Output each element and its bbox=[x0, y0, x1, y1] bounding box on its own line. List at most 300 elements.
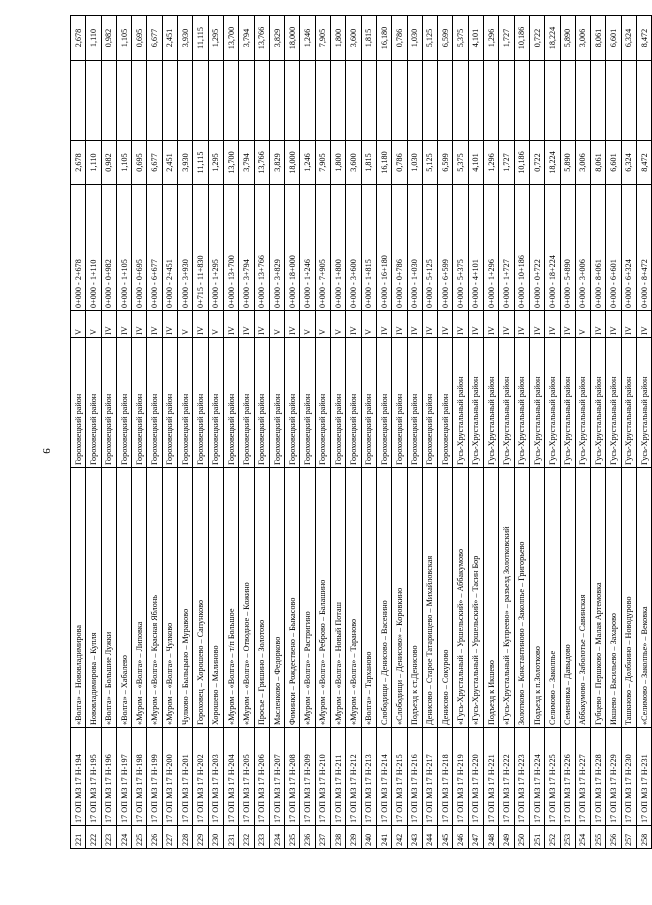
road-name-cell: Денисово – Старое Татарищево – Михайловская bbox=[422, 468, 437, 728]
total-length-cell: 10,186 bbox=[514, 16, 529, 61]
length-cell: 18,000 bbox=[285, 141, 300, 185]
km-range-cell: 0+000 - 1+727 bbox=[499, 185, 514, 311]
total-length-cell: 6,601 bbox=[606, 16, 621, 61]
table-row bbox=[361, 16, 376, 849]
category-cell: IV bbox=[560, 311, 575, 338]
km-range-cell: 0+000 - 2+678 bbox=[71, 185, 86, 311]
district-cell: Гусь-Хрустальный район bbox=[484, 338, 499, 468]
total-length-cell: 5,125 bbox=[422, 16, 437, 61]
empty-cell bbox=[147, 61, 162, 141]
road-code-cell: 17 ОП МЗ 17 Н-214 bbox=[376, 728, 391, 826]
row-number-cell: 234 bbox=[269, 826, 284, 849]
total-length-cell: 1,295 bbox=[208, 16, 223, 61]
row-number-cell: 245 bbox=[438, 826, 453, 849]
category-cell: IV bbox=[529, 311, 544, 338]
empty-cell bbox=[392, 61, 407, 141]
row-number-cell: 235 bbox=[285, 826, 300, 849]
road-code-cell: 17 ОП МЗ 17 Н-210 bbox=[315, 728, 330, 826]
total-length-cell: 1,815 bbox=[361, 16, 376, 61]
road-code-cell: 17 ОП МЗ 17 Н-198 bbox=[132, 728, 147, 826]
length-cell: 2,451 bbox=[162, 141, 177, 185]
km-range-cell: 0+000 - 1+030 bbox=[407, 185, 422, 311]
length-cell: 1,110 bbox=[86, 141, 101, 185]
road-name-cell: «Волга» – Хабалево bbox=[116, 468, 131, 728]
road-name-cell: Подъезд к п.Золотково bbox=[529, 468, 544, 728]
district-cell: Гороховецкий район bbox=[132, 338, 147, 468]
category-cell: IV bbox=[422, 311, 437, 338]
district-cell: Гусь-Хрустальный район bbox=[621, 338, 636, 468]
road-name-cell: «Муром – «Волга» – Отводное – Кожино bbox=[239, 468, 254, 728]
district-cell: Гороховецкий район bbox=[116, 338, 131, 468]
empty-cell bbox=[269, 61, 284, 141]
empty-cell bbox=[376, 61, 391, 141]
length-cell: 10,186 bbox=[514, 141, 529, 185]
row-number-cell: 227 bbox=[162, 826, 177, 849]
length-cell: 2,678 bbox=[71, 141, 86, 185]
road-code-cell: 17 ОП МЗ 17 Н-229 bbox=[606, 728, 621, 826]
empty-cell bbox=[468, 61, 483, 141]
row-number-cell: 256 bbox=[606, 826, 621, 849]
road-code-cell: 17 ОП МЗ 17 Н-230 bbox=[621, 728, 636, 826]
district-cell: Гороховецкий район bbox=[223, 338, 238, 468]
table-row bbox=[545, 16, 560, 849]
district-cell: Гороховецкий район bbox=[254, 338, 269, 468]
table-row bbox=[376, 16, 391, 849]
category-cell: V bbox=[178, 311, 193, 338]
road-name-cell: Икшево – Васильево – Захарово bbox=[606, 468, 621, 728]
road-name-cell: «Гусь-Хрустальный – Купреево» – разъезд Золотковский bbox=[499, 468, 514, 728]
km-range-cell: 0+715 - 11+830 bbox=[193, 185, 208, 311]
rotated-page bbox=[70, 26, 649, 849]
road-name-cell: Губцево – Першково – Малая Артемовка bbox=[591, 468, 606, 728]
category-cell: IV bbox=[254, 311, 269, 338]
category-cell: V bbox=[575, 311, 590, 338]
district-cell: Гороховецкий район bbox=[285, 338, 300, 468]
empty-cell bbox=[438, 61, 453, 141]
km-range-cell: 0+000 - 6+324 bbox=[621, 185, 636, 311]
km-range-cell: 0+000 - 0+695 bbox=[132, 185, 147, 311]
category-cell: IV bbox=[499, 311, 514, 338]
length-cell: 0,982 bbox=[101, 141, 116, 185]
district-cell: Гусь-Хрустальный район bbox=[545, 338, 560, 468]
length-cell: 4,101 bbox=[468, 141, 483, 185]
length-cell: 16,180 bbox=[376, 141, 391, 185]
table-row bbox=[315, 16, 330, 849]
table-row bbox=[636, 16, 651, 849]
district-cell: Гороховецкий район bbox=[239, 338, 254, 468]
table-row bbox=[285, 16, 300, 849]
empty-cell bbox=[101, 61, 116, 141]
km-range-cell: 0+000 - 2+451 bbox=[162, 185, 177, 311]
road-code-cell: 17 ОП МЗ 17 Н-216 bbox=[407, 728, 422, 826]
road-name-cell: «Муром – «Волга» – Тараново bbox=[346, 468, 361, 728]
km-range-cell: 0+000 - 18+000 bbox=[285, 185, 300, 311]
total-length-cell: 2,451 bbox=[162, 16, 177, 61]
district-cell: Гусь-Хрустальный район bbox=[606, 338, 621, 468]
total-length-cell: 0,786 bbox=[392, 16, 407, 61]
total-length-cell: 2,678 bbox=[71, 16, 86, 61]
row-number-cell: 248 bbox=[484, 826, 499, 849]
total-length-cell: 5,890 bbox=[560, 16, 575, 61]
row-number-cell: 233 bbox=[254, 826, 269, 849]
length-cell: 6,599 bbox=[438, 141, 453, 185]
empty-cell bbox=[606, 61, 621, 141]
km-range-cell: 0+000 - 0+722 bbox=[529, 185, 544, 311]
road-name-cell: Денисово – Сокурово bbox=[438, 468, 453, 728]
table-row bbox=[453, 16, 468, 849]
district-cell: Гусь-Хрустальный район bbox=[636, 338, 651, 468]
empty-cell bbox=[499, 61, 514, 141]
district-cell: Гороховецкий район bbox=[315, 338, 330, 468]
length-cell: 3,930 bbox=[178, 141, 193, 185]
length-cell: 1,295 bbox=[208, 141, 223, 185]
row-number-cell: 242 bbox=[392, 826, 407, 849]
road-code-cell: 17 ОП МЗ 17 Н-206 bbox=[254, 728, 269, 826]
km-range-cell: 0+000 - 3+006 bbox=[575, 185, 590, 311]
table-row bbox=[178, 16, 193, 849]
district-cell: Гороховецкий район bbox=[147, 338, 162, 468]
road-code-cell: 17 ОП МЗ 17 Н-226 bbox=[560, 728, 575, 826]
length-cell: 8,061 bbox=[591, 141, 606, 185]
total-length-cell: 1,296 bbox=[484, 16, 499, 61]
district-cell: Гусь-Хрустальный район bbox=[560, 338, 575, 468]
total-length-cell: 1,246 bbox=[300, 16, 315, 61]
road-name-cell: «Волга» – Нововладимирова bbox=[71, 468, 86, 728]
category-cell: IV bbox=[239, 311, 254, 338]
road-code-cell: 17 ОП МЗ 17 Н-197 bbox=[116, 728, 131, 826]
category-cell: V bbox=[300, 311, 315, 338]
road-code-cell: 17 ОП МЗ 17 Н-219 bbox=[453, 728, 468, 826]
road-code-cell: 17 ОП МЗ 17 Н-213 bbox=[361, 728, 376, 826]
road-code-cell: 17 ОП МЗ 17 Н-208 bbox=[285, 728, 300, 826]
category-cell: IV bbox=[116, 311, 131, 338]
length-cell: 6,677 bbox=[147, 141, 162, 185]
row-number-cell: 223 bbox=[101, 826, 116, 849]
district-cell: Гусь-Хрустальный район bbox=[575, 338, 590, 468]
category-cell: IV bbox=[346, 311, 361, 338]
table-row bbox=[239, 16, 254, 849]
length-cell: 1,246 bbox=[300, 141, 315, 185]
district-cell: Гусь-Хрустальный район bbox=[591, 338, 606, 468]
road-name-cell: Масленково – Федорково bbox=[269, 468, 284, 728]
row-number-cell: 258 bbox=[636, 826, 651, 849]
road-code-cell: 17 ОП МЗ 17 Н-225 bbox=[545, 728, 560, 826]
empty-cell bbox=[575, 61, 590, 141]
district-cell: Гусь-Хрустальный район bbox=[453, 338, 468, 468]
road-name-cell: «Волга» – Большие Лужки bbox=[101, 468, 116, 728]
row-number-cell: 254 bbox=[575, 826, 590, 849]
row-number-cell: 250 bbox=[514, 826, 529, 849]
row-number-cell: 224 bbox=[116, 826, 131, 849]
total-length-cell: 1,110 bbox=[86, 16, 101, 61]
empty-cell bbox=[193, 61, 208, 141]
length-cell: 3,829 bbox=[269, 141, 284, 185]
table-row bbox=[422, 16, 437, 849]
length-cell: 6,324 bbox=[621, 141, 636, 185]
district-cell: Гороховецкий район bbox=[392, 338, 407, 468]
road-code-cell: 17 ОП МЗ 17 Н-215 bbox=[392, 728, 407, 826]
road-code-cell: 17 ОП МЗ 17 Н-199 bbox=[147, 728, 162, 826]
km-range-cell: 0+000 - 0+982 bbox=[101, 185, 116, 311]
km-range-cell: 0+000 - 6+599 bbox=[438, 185, 453, 311]
length-cell: 3,794 bbox=[239, 141, 254, 185]
length-cell: 1,815 bbox=[361, 141, 376, 185]
road-name-cell: «Муром – «Волга» – Новый Поташ bbox=[331, 468, 346, 728]
table-row bbox=[591, 16, 606, 849]
empty-cell bbox=[116, 61, 131, 141]
total-length-cell: 5,375 bbox=[453, 16, 468, 61]
district-cell: Гусь-Хрустальный район bbox=[529, 338, 544, 468]
table-row bbox=[254, 16, 269, 849]
category-cell: V bbox=[269, 311, 284, 338]
table-row bbox=[86, 16, 101, 849]
table-row bbox=[575, 16, 590, 849]
district-cell: Гороховецкий район bbox=[438, 338, 453, 468]
empty-cell bbox=[514, 61, 529, 141]
length-cell: 11,115 bbox=[193, 141, 208, 185]
road-name-cell: «Муром – «Волга» – Реброво – Балашино bbox=[315, 468, 330, 728]
length-cell: 18,224 bbox=[545, 141, 560, 185]
table-row bbox=[621, 16, 636, 849]
row-number-cell: 230 bbox=[208, 826, 223, 849]
km-range-cell: 0+000 - 1+800 bbox=[331, 185, 346, 311]
empty-cell bbox=[636, 61, 651, 141]
km-range-cell: 0+000 - 16+180 bbox=[376, 185, 391, 311]
empty-cell bbox=[208, 61, 223, 141]
total-length-cell: 1,800 bbox=[331, 16, 346, 61]
row-number-cell: 239 bbox=[346, 826, 361, 849]
district-cell: Гороховецкий район bbox=[71, 338, 86, 468]
category-cell: IV bbox=[545, 311, 560, 338]
total-length-cell: 3,930 bbox=[178, 16, 193, 61]
km-range-cell: 0+000 - 6+677 bbox=[147, 185, 162, 311]
road-code-cell: 17 ОП МЗ 17 Н-218 bbox=[438, 728, 453, 826]
road-name-cell: «Гусь-Хрустальный – Уршельский» – Аббакумово bbox=[453, 468, 468, 728]
road-code-cell: 17 ОП МЗ 17 Н-222 bbox=[499, 728, 514, 826]
km-range-cell: 0+000 - 3+600 bbox=[346, 185, 361, 311]
district-cell: Гороховецкий район bbox=[361, 338, 376, 468]
road-name-cell: «Гусь-Хрустальный – Уршельский» – Тасин Бор bbox=[468, 468, 483, 728]
empty-cell bbox=[300, 61, 315, 141]
district-cell: Гороховецкий район bbox=[422, 338, 437, 468]
km-range-cell: 0+000 - 8+061 bbox=[591, 185, 606, 311]
empty-cell bbox=[346, 61, 361, 141]
row-number-cell: 238 bbox=[331, 826, 346, 849]
road-code-cell: 17 ОП МЗ 17 Н-223 bbox=[514, 728, 529, 826]
category-cell: IV bbox=[591, 311, 606, 338]
length-cell: 1,800 bbox=[331, 141, 346, 185]
road-code-cell: 17 ОП МЗ 17 Н-207 bbox=[269, 728, 284, 826]
table-row bbox=[606, 16, 621, 849]
total-length-cell: 18,000 bbox=[285, 16, 300, 61]
km-range-cell: 0+000 - 1+295 bbox=[208, 185, 223, 311]
empty-cell bbox=[621, 61, 636, 141]
km-range-cell: 0+000 - 8+472 bbox=[636, 185, 651, 311]
length-cell: 5,890 bbox=[560, 141, 575, 185]
total-length-cell: 8,472 bbox=[636, 16, 651, 61]
road-code-cell: 17 ОП МЗ 17 Н-194 bbox=[71, 728, 86, 826]
empty-cell bbox=[71, 61, 86, 141]
district-cell: Гусь-Хрустальный район bbox=[468, 338, 483, 468]
row-number-cell: 251 bbox=[529, 826, 544, 849]
table-row bbox=[514, 16, 529, 849]
length-cell: 13,766 bbox=[254, 141, 269, 185]
km-range-cell: 0+000 - 5+125 bbox=[422, 185, 437, 311]
length-cell: 3,600 bbox=[346, 141, 361, 185]
length-cell: 0,695 bbox=[132, 141, 147, 185]
road-code-cell: 17 ОП МЗ 17 Н-231 bbox=[636, 728, 651, 826]
district-cell: Гороховецкий район bbox=[407, 338, 422, 468]
road-code-cell: 17 ОП МЗ 17 Н-217 bbox=[422, 728, 437, 826]
length-cell: 1,727 bbox=[499, 141, 514, 185]
length-cell: 8,472 bbox=[636, 141, 651, 185]
row-number-cell: 240 bbox=[361, 826, 376, 849]
category-cell: IV bbox=[453, 311, 468, 338]
table-row bbox=[101, 16, 116, 849]
length-cell: 1,105 bbox=[116, 141, 131, 185]
row-number-cell: 225 bbox=[132, 826, 147, 849]
total-length-cell: 4,101 bbox=[468, 16, 483, 61]
empty-cell bbox=[285, 61, 300, 141]
road-name-cell: Подъезд к Икшево bbox=[484, 468, 499, 728]
total-length-cell: 18,224 bbox=[545, 16, 560, 61]
road-code-cell: 17 ОП МЗ 17 Н-196 bbox=[101, 728, 116, 826]
road-name-cell: Гороховец – Хорошево – Сапунково bbox=[193, 468, 208, 728]
road-code-cell: 17 ОП МЗ 17 Н-227 bbox=[575, 728, 590, 826]
empty-cell bbox=[254, 61, 269, 141]
km-range-cell: 0+000 - 1+246 bbox=[300, 185, 315, 311]
road-code-cell: 17 ОП МЗ 17 Н-195 bbox=[86, 728, 101, 826]
empty-cell bbox=[560, 61, 575, 141]
road-name-cell: «Муром – «Волга» – т/п Большое bbox=[223, 468, 238, 728]
road-name-cell: «Муром – «Волга» – Липовка bbox=[132, 468, 147, 728]
category-cell: IV bbox=[514, 311, 529, 338]
empty-cell bbox=[86, 61, 101, 141]
total-length-cell: 6,599 bbox=[438, 16, 453, 61]
road-code-cell: 17 ОП МЗ 17 Н-212 bbox=[346, 728, 361, 826]
total-length-cell: 1,727 bbox=[499, 16, 514, 61]
category-cell: IV bbox=[621, 311, 636, 338]
row-number-cell: 247 bbox=[468, 826, 483, 849]
length-cell: 6,601 bbox=[606, 141, 621, 185]
district-cell: Гусь-Хрустальный район bbox=[514, 338, 529, 468]
km-range-cell: 0+000 - 1+296 bbox=[484, 185, 499, 311]
row-number-cell: 249 bbox=[499, 826, 514, 849]
total-length-cell: 13,700 bbox=[223, 16, 238, 61]
page-number: 9 bbox=[39, 448, 52, 454]
total-length-cell: 0,695 bbox=[132, 16, 147, 61]
empty-cell bbox=[545, 61, 560, 141]
table-row bbox=[438, 16, 453, 849]
total-length-cell: 3,006 bbox=[575, 16, 590, 61]
category-cell: IV bbox=[223, 311, 238, 338]
row-number-cell: 228 bbox=[178, 826, 193, 849]
length-cell: 5,125 bbox=[422, 141, 437, 185]
km-range-cell: 0+000 - 3+829 bbox=[269, 185, 284, 311]
category-cell: IV bbox=[606, 311, 621, 338]
category-cell: V bbox=[331, 311, 346, 338]
table-row bbox=[132, 16, 147, 849]
road-code-cell: 17 ОП МЗ 17 Н-228 bbox=[591, 728, 606, 826]
total-length-cell: 6,324 bbox=[621, 16, 636, 61]
empty-cell bbox=[162, 61, 177, 141]
category-cell: IV bbox=[132, 311, 147, 338]
empty-cell bbox=[591, 61, 606, 141]
length-cell: 1,030 bbox=[407, 141, 422, 185]
road-code-cell: 17 ОП МЗ 17 Н-211 bbox=[331, 728, 346, 826]
row-number-cell: 236 bbox=[300, 826, 315, 849]
category-cell: V bbox=[315, 311, 330, 338]
road-name-cell: «Волга» – Тарханово bbox=[361, 468, 376, 728]
row-number-cell: 222 bbox=[86, 826, 101, 849]
road-name-cell: Аббакумово – Заболотье – Савинская bbox=[575, 468, 590, 728]
table-row bbox=[162, 16, 177, 849]
row-number-cell: 255 bbox=[591, 826, 606, 849]
district-cell: Гороховецкий район bbox=[193, 338, 208, 468]
row-number-cell: 257 bbox=[621, 826, 636, 849]
district-cell: Гороховецкий район bbox=[101, 338, 116, 468]
km-range-cell: 0+000 - 3+930 bbox=[178, 185, 193, 311]
row-number-cell: 231 bbox=[223, 826, 238, 849]
road-name-cell: Селимово – Заколпье bbox=[545, 468, 560, 728]
km-range-cell: 0+000 - 0+786 bbox=[392, 185, 407, 311]
road-name-cell: Просье – Гришино – Золотово bbox=[254, 468, 269, 728]
total-length-cell: 16,180 bbox=[376, 16, 391, 61]
empty-cell bbox=[407, 61, 422, 141]
road-name-cell: Семеновка – Давыдово bbox=[560, 468, 575, 728]
road-code-cell: 17 ОП МЗ 17 Н-224 bbox=[529, 728, 544, 826]
total-length-cell: 6,677 bbox=[147, 16, 162, 61]
category-cell: IV bbox=[484, 311, 499, 338]
table-row bbox=[468, 16, 483, 849]
row-number-cell: 229 bbox=[193, 826, 208, 849]
road-name-cell: Нововладимирова – Купля bbox=[86, 468, 101, 728]
table-row bbox=[484, 16, 499, 849]
category-cell: V bbox=[86, 311, 101, 338]
district-cell: Гороховецкий район bbox=[300, 338, 315, 468]
category-cell: V bbox=[361, 311, 376, 338]
row-number-cell: 237 bbox=[315, 826, 330, 849]
row-number-cell: 232 bbox=[239, 826, 254, 849]
road-name-cell: Подъезд к ст.Денисово bbox=[407, 468, 422, 728]
total-length-cell: 13,766 bbox=[254, 16, 269, 61]
road-name-cell: «Муром – «Волга» – Растригино bbox=[300, 468, 315, 728]
km-range-cell: 0+000 - 1+110 bbox=[86, 185, 101, 311]
category-cell: IV bbox=[101, 311, 116, 338]
table-row bbox=[346, 16, 361, 849]
empty-cell bbox=[361, 61, 376, 141]
empty-cell bbox=[132, 61, 147, 141]
table-row bbox=[529, 16, 544, 849]
road-name-cell: Хорошево – Малиново bbox=[208, 468, 223, 728]
table-row bbox=[269, 16, 284, 849]
road-name-cell: Ташкново – Долбнино – Новодурово bbox=[621, 468, 636, 728]
district-cell: Гороховецкий район bbox=[269, 338, 284, 468]
table-row bbox=[407, 16, 422, 849]
empty-cell bbox=[529, 61, 544, 141]
district-cell: Гусь-Хрустальный район bbox=[499, 338, 514, 468]
row-number-cell: 252 bbox=[545, 826, 560, 849]
district-cell: Гороховецкий район bbox=[162, 338, 177, 468]
empty-cell bbox=[331, 61, 346, 141]
category-cell: IV bbox=[407, 311, 422, 338]
category-cell: IV bbox=[636, 311, 651, 338]
empty-cell bbox=[453, 61, 468, 141]
table-row bbox=[71, 16, 86, 849]
total-length-cell: 3,829 bbox=[269, 16, 284, 61]
category-cell: IV bbox=[162, 311, 177, 338]
road-code-cell: 17 ОП МЗ 17 Н-202 bbox=[193, 728, 208, 826]
